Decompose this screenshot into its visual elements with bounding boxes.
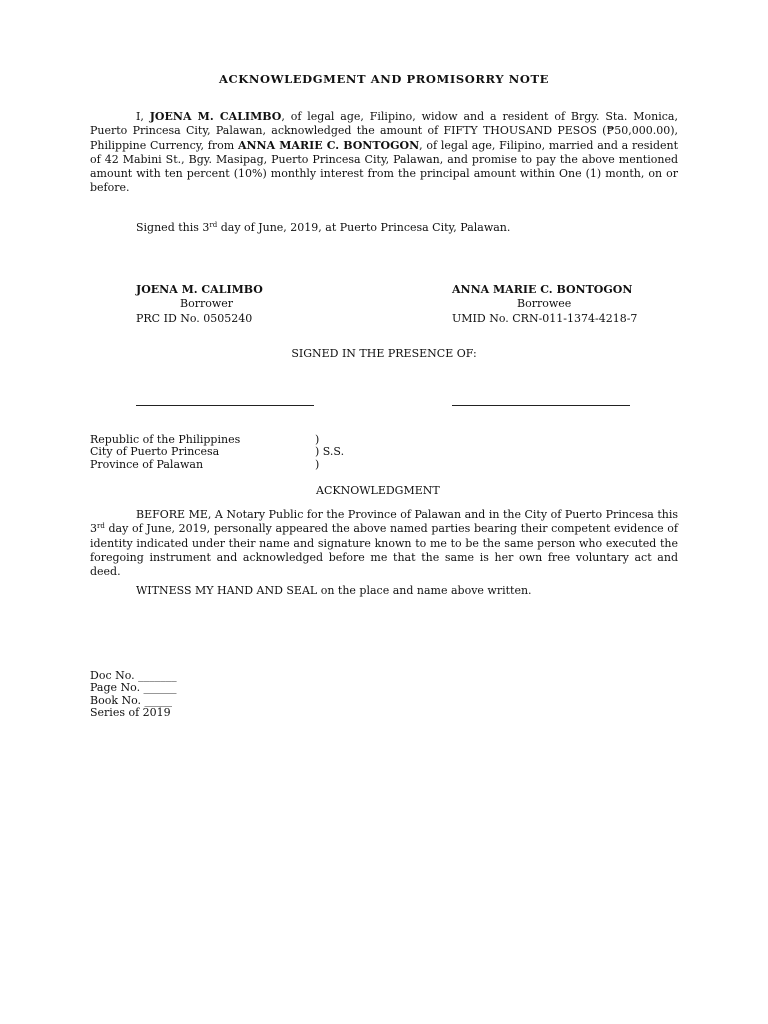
venue-label: Province of Palawan: [90, 457, 204, 471]
lender-name-inline: ANNA MARIE C. BONTOGON: [237, 138, 420, 152]
series-year: Series of 2019: [90, 706, 171, 720]
witness-heading: SIGNED IN THE PRESENCE OF:: [291, 347, 477, 360]
witness-signature-line-2: [452, 405, 630, 406]
venue-row: [90, 458, 390, 470]
acknowledgment-paragraph: [90, 508, 678, 579]
acknowledgment-heading: ACKNOWLEDGMENT: [316, 484, 440, 497]
lender-id: UMID No. CRN-011-1374-4218-7: [452, 311, 638, 325]
signed-text-pre: Signed this 3: [136, 221, 210, 234]
venue-row: [90, 433, 390, 445]
venue-mark: ): [315, 457, 320, 471]
venue-block: [90, 433, 390, 470]
acknowledgment-text-pre: BEFORE ME, A Notary Public for the Province of Palawan and in the City of Puerto Princesa this 3: [90, 508, 678, 536]
intro-text-3: , of legal age, Filipino, married and a resident of 42 Mabini St., Bgy. Masipag, Puerto Princesa City, Palawan, and promise to pay the above mentioned amount with ten percent (10%) monthly interest from the principal amount within One (1) month, on or before.: [90, 138, 678, 195]
borrower-name: JOENA M. CALIMBO: [136, 283, 263, 296]
lender-name: ANNA MARIE C. BONTOGON: [452, 283, 633, 296]
intro-text-2: , of legal age, Filipino, widow and a resident of Brgy. Sta. Monica, Puerto Princesa City, Palawan, acknowledged the amount of FIFTY THOUSAND PESOS (₱50,000.00), Philippine Currency, from: [90, 110, 678, 152]
page-number: Page No. ______: [90, 681, 177, 695]
venue-label: City of Puerto Princesa: [90, 445, 220, 459]
borrower-name-inline: JOENA M. CALIMBO: [149, 110, 282, 123]
acknowledgment-ordinal: rd: [97, 522, 105, 531]
signed-ordinal: rd: [209, 221, 218, 229]
borrower-block: [136, 283, 376, 326]
document-title: ACKNOWLEDGMENT AND PROMISORRY NOTE: [218, 72, 550, 86]
notarial-register: [90, 670, 177, 720]
venue-label: Republic of the Philippines: [90, 433, 241, 446]
intro-text-1: I,: [136, 110, 150, 123]
venue-mark: ) S.S.: [315, 445, 345, 459]
signed-text-post: day of June, 2019, at Puerto Princesa City, Palawan.: [217, 221, 511, 234]
doc-number: Doc No. _______: [90, 669, 177, 682]
intro-paragraph: [90, 110, 678, 196]
book-number: Book No. _____: [90, 693, 173, 707]
borrower-role: Borrower: [180, 297, 234, 311]
lender-role: Borrowee: [517, 297, 572, 311]
witness-line: WITNESS MY HAND AND SEAL on the place and name above written.: [136, 584, 532, 597]
signed-date-line: [136, 221, 510, 235]
lender-block: [452, 283, 692, 326]
venue-mark: ): [315, 433, 320, 446]
witness-signature-line-1: [136, 405, 314, 406]
borrower-id: PRC ID No. 0505240: [136, 311, 253, 325]
venue-row: [90, 445, 390, 457]
acknowledgment-text-post: day of June, 2019, personally appeared the above named parties bearing their competent evidence of identity indicated under their name and signature known to me to be the same person who executed the foregoing instrument and acknowledged before me that the same is her own free voluntary act and deed.: [90, 522, 678, 579]
